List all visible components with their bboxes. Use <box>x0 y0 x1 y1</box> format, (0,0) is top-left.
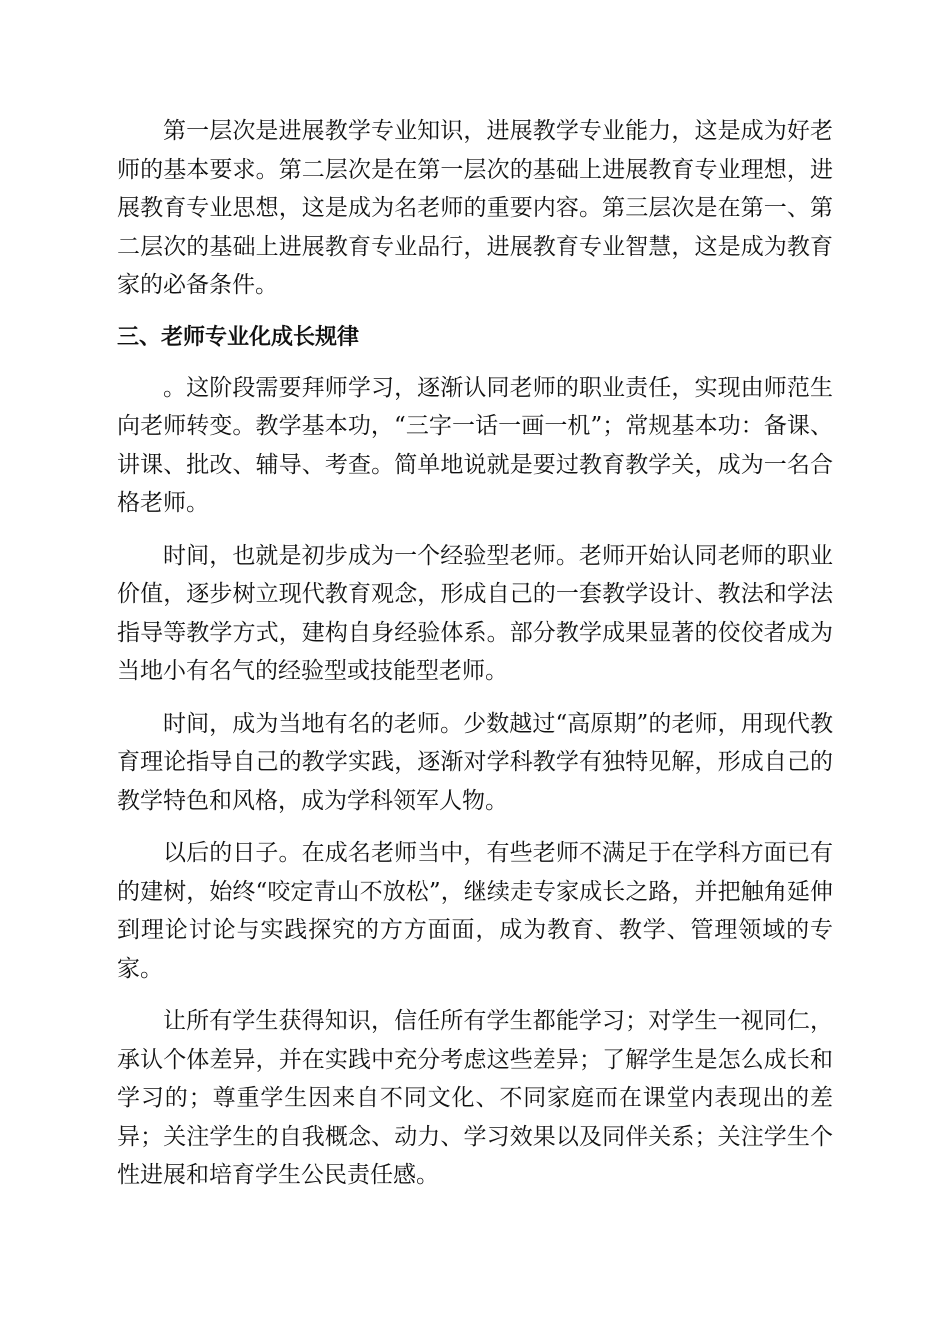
paragraph-stage-one: 。这阶段需要拜师学习，逐渐认同老师的职业责任，实现由师范生向老师转变。教学基本功，“三字一话一画一机”；常规基本功：备课、讲课、批改、辅导、考查。简单地说就是要过教育教学关，成为一名合格老师。 <box>117 374 833 516</box>
paragraph-stage-three: 时间，成为当地有名的老师。少数越过“高原期”的老师，用现代教育理论指导自己的教学实践，逐渐对学科教学有独特见解，形成自己的教学特色和风格，成为学科领军人物。 <box>117 710 833 814</box>
paragraph-levels: 第一层次是进展教学专业知识，进展教学专业能力，这是成为好老师的基本要求。第二层次是在第一层次的基础上进展教育专业理想，进展教育专业思想，这是成为名老师的重要内容。第三层次是在第一、第二层次的基础上进展教育专业品行，进展教育专业智慧，这是成为教育家的必备条件。 <box>117 118 833 298</box>
paragraph-stage-two: 时间，也就是初步成为一个经验型老师。老师开始认同老师的职业价值，逐步树立现代教育观念，形成自己的一套教学设计、教法和学法指导等教学方式，建构自身经验体系。部分教学成果显著的佼佼者成为当地小有名气的经验型或技能型老师。 <box>117 542 833 684</box>
paragraph-stage-four: 以后的日子。在成名老师当中，有些老师不满足于在学科方面已有的建树，始终“咬定青山不放松”，继续走专家成长之路，并把触角延伸到理论讨论与实践探究的方方面面，成为教育、教学、管理领域的专家。 <box>117 840 833 982</box>
paragraph-students: 让所有学生获得知识，信任所有学生都能学习；对学生一视同仁，承认个体差异，并在实践中充分考虑这些差异；了解学生是怎么成长和学习的；尊重学生因来自不同文化、不同家庭而在课堂内表现出的差异；关注学生的自我概念、动力、学习效果以及同伴关系；关注学生个性进展和培育学生公民责任感。 <box>117 1008 833 1188</box>
document-page <box>117 112 833 1195</box>
section-heading: 三、老师专业化成长规律 <box>117 324 360 350</box>
